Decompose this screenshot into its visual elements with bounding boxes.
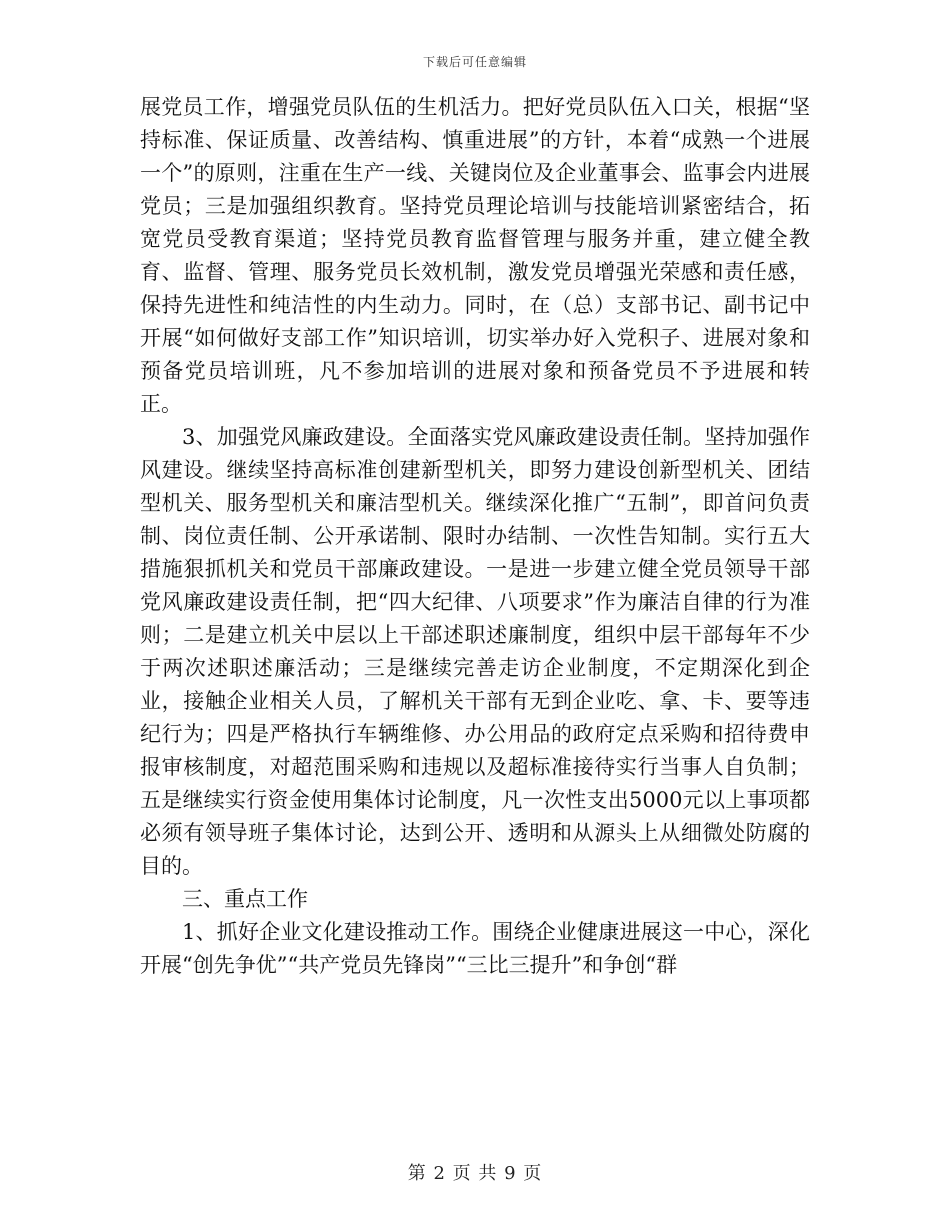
- paragraph-3: 1、抓好企业文化建设推动工作。围绕企业健康进展这一中心，深化开展“创先争优”“共产党员先锋岗”“三比三提升”和争创“群: [140, 920, 810, 977]
- header-note: 下载后可任意编辑: [422, 55, 527, 69]
- section-heading: 三、重点工作: [182, 887, 308, 911]
- page-number: 第 2 页 共 9 页: [407, 1163, 543, 1184]
- paragraph-1: 展党员工作，增强党员队伍的生机活力。把好党员队伍入口关，根据“坚持标准、保证质量、改善结构、慎重进展”的方针，本着“成熟一个进展一个”的原则，注重在生产一线、关键岗位及企业董事会、监事会内进展党员；三是加强组织教育。坚持党员理论培训与技能培训紧密结合，拓宽党员受教育渠道；坚持党员教育监督管理与服务并重，建立健全教育、监督、管理、服务党员长效机制，激发党员增强光荣感和责任感，保持先进性和纯洁性的内生动力。同时，在（总）支部书记、副书记中开展“如何做好支部工作”知识培训，切实举办好入党积子、进展对象和预备党员培训班，凡不参加培训的进展对象和预备党员不予进展和转正。: [140, 95, 810, 416]
- body-text: [140, 91, 810, 982]
- paragraph-2: 3、加强党风廉政建设。全面落实党风廉政建设责任制。坚持加强作风建设。继续坚持高标准创建新型机关，即努力建设创新型机关、团结型机关、服务型机关和廉洁型机关。继续深化推广“五制”，即首问负责制、岗位责任制、公开承诺制、限时办结制、一次性告知制。实行五大措施狠抓机关和党员干部廉政建设。一是进一步建立健全党员领导干部党风廉政建设责任制，把“四大纪律、八项要求”作为廉洁自律的行为准则；二是建立机关中层以上干部述职述廉制度，组织中层干部每年不少于两次述职述廉活动；三是继续完善走访企业制度，不定期深化到企业，接触企业相关人员，了解机关干部有无到企业吃、拿、卡、要等违纪行为；四是严格执行车辆维修、办公用品的政府定点采购和招待费申报审核制度，对超范围采购和违规以及超标准接待实行当事人自负制；五是继续实行资金使用集体讨论制度，凡一次性支出5000元以上事项都必须有领导班子集体讨论，达到公开、透明和从源头上从细微处防腐的目的。: [140, 425, 810, 878]
